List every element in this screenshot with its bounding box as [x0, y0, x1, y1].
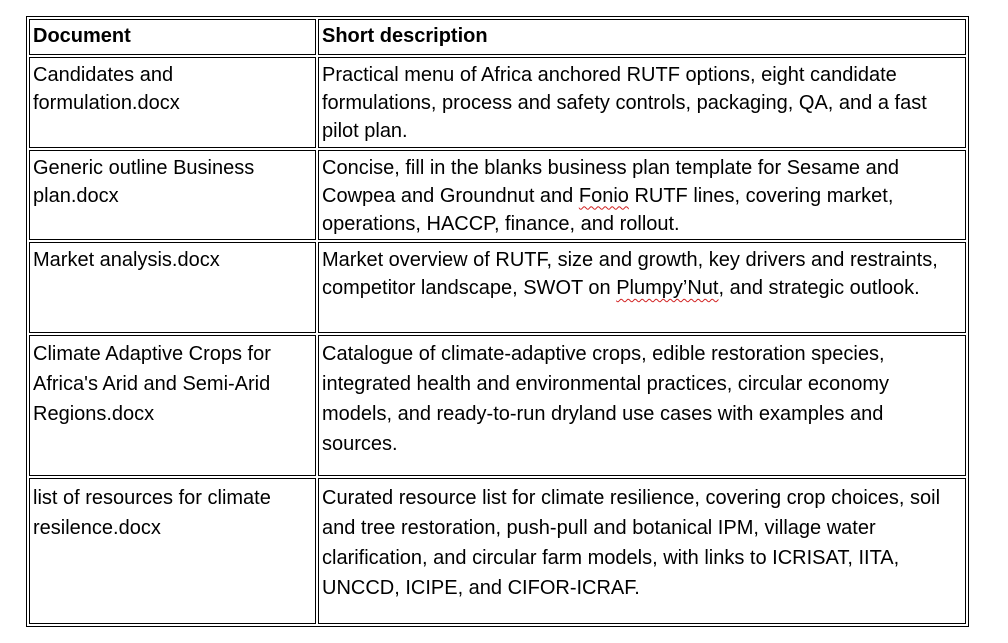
header-short-description[interactable]: Short description: [318, 19, 966, 55]
document-cell[interactable]: Candidates and formulation.docx: [29, 57, 316, 147]
description-text: RUTF lines, covering market, operations, HACCP, finance, and rollout.: [322, 184, 894, 235]
table-row: [29, 478, 966, 624]
document-cell[interactable]: Generic outline Business plan.docx: [29, 150, 316, 240]
description-text: Market overview of RUTF, size and growth, key drivers and restraints, competitor landscape, SWOT on: [322, 249, 938, 300]
spellcheck-flagged-word[interactable]: Plumpy’Nut: [616, 277, 719, 300]
table-header-row: [29, 19, 966, 55]
table-row: [29, 57, 966, 147]
description-text: Concise, fill in the blanks business plan template for Sesame and Cowpea and Groundnut and: [322, 156, 899, 207]
description-cell[interactable]: [318, 242, 966, 332]
table-row: [29, 242, 966, 332]
header-document[interactable]: Document: [29, 19, 316, 55]
description-cell[interactable]: Curated resource list for climate resilience, covering crop choices, soil and tree restoration, push-pull and botanical IPM, village water clarification, and circular farm models, with links to ICRISAT, IITA, UNCCD, ICIPE, and CIFOR-ICRAF.: [318, 478, 966, 624]
document-cell[interactable]: Market analysis.docx: [29, 242, 316, 332]
document-cell[interactable]: Climate Adaptive Crops for Africa's Arid and Semi-Arid Regions.docx: [29, 335, 316, 477]
documents-table: [26, 16, 969, 627]
description-cell[interactable]: Practical menu of Africa anchored RUTF options, eight candidate formulations, process and safety controls, packaging, QA, and a fast pilot plan.: [318, 57, 966, 147]
description-text: , and strategic outlook.: [718, 277, 920, 300]
spellcheck-flagged-word[interactable]: Fonio: [578, 184, 629, 207]
description-cell[interactable]: Catalogue of climate-adaptive crops, edible restoration species, integrated health and environmental practices, circular economy models, and ready-to-run dryland use cases with examples and sources.: [318, 335, 966, 477]
table-row: [29, 150, 966, 240]
document-cell[interactable]: list of resources for climate resilence.docx: [29, 478, 316, 624]
table-row: [29, 335, 966, 477]
description-cell[interactable]: [318, 150, 966, 240]
